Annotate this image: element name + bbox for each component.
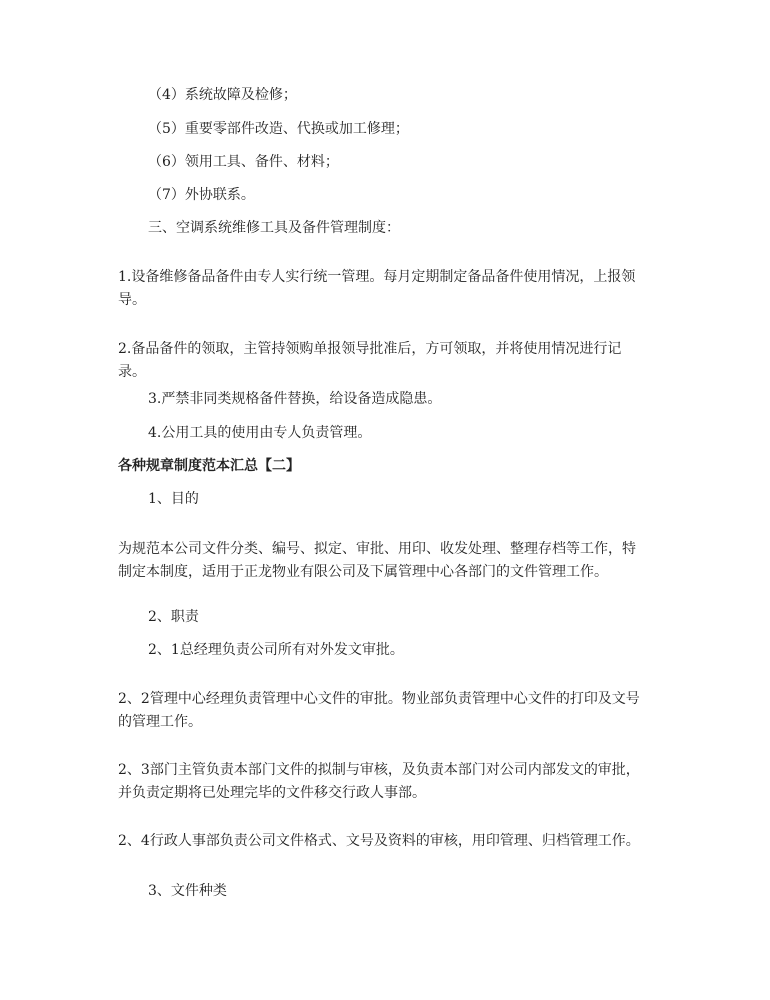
paragraph-duty-2-3: 2、3部门主管负责本部门文件的拟制与审核，及负责本部门对公司内部发文的审批，并负责定期将已处理完毕的文件移交行政人事部。 (118, 762, 640, 801)
paragraph-rule-1: 1.设备维修备品备件由专人实行统一管理。每月定期制定备品备件使用情况，上报领导。 (118, 269, 636, 308)
paragraph-item-4: （4）系统故障及检修； (148, 87, 297, 103)
paragraph-duty-2-2: 2、2管理中心经理负责管理中心文件的审批。物业部负责管理中心文件的打印及文号的管理工作。 (118, 691, 640, 730)
section-heading-three: 三、空调系统维修工具及备件管理制度： (148, 220, 400, 236)
section-heading-purpose: 1、目的 (148, 491, 199, 507)
paragraph-duty-2-4: 2、4行政人事部负责公司文件格式、文号及资料的审核，用印管理、归档管理工作。 (118, 833, 640, 849)
section-heading-file-types: 3、文件种类 (148, 883, 227, 899)
paragraph-item-5: （5）重要零部件改造、代换或加工修理； (148, 121, 409, 137)
paragraph-item-7: （7）外协联系。 (148, 187, 255, 203)
paragraph-item-6: （6）领用工具、备件、材料； (148, 154, 339, 170)
paragraph-rule-3: 3.严禁非同类规格备件替换，给设备造成隐患。 (148, 391, 442, 407)
paragraph-duty-2-1: 2、1总经理负责公司所有对外发文审批。 (148, 642, 404, 658)
paragraph-rule-2: 2.备品备件的领取，主管持领购单报领导批准后，方可领取，并将使用情况进行记录。 (118, 341, 622, 380)
document-title-part-two: 各种规章制度范本汇总【二】 (118, 458, 300, 474)
paragraph-rule-4: 4.公用工具的使用由专人负责管理。 (148, 425, 372, 441)
section-heading-duties: 2、职责 (148, 609, 199, 625)
paragraph-purpose: 为规范本公司文件分类、编号、拟定、审批、用印、收发处理、整理存档等工作，特制定本制度，适用于正龙物业有限公司及下属管理中心各部门的文件管理工作。 (118, 541, 636, 580)
